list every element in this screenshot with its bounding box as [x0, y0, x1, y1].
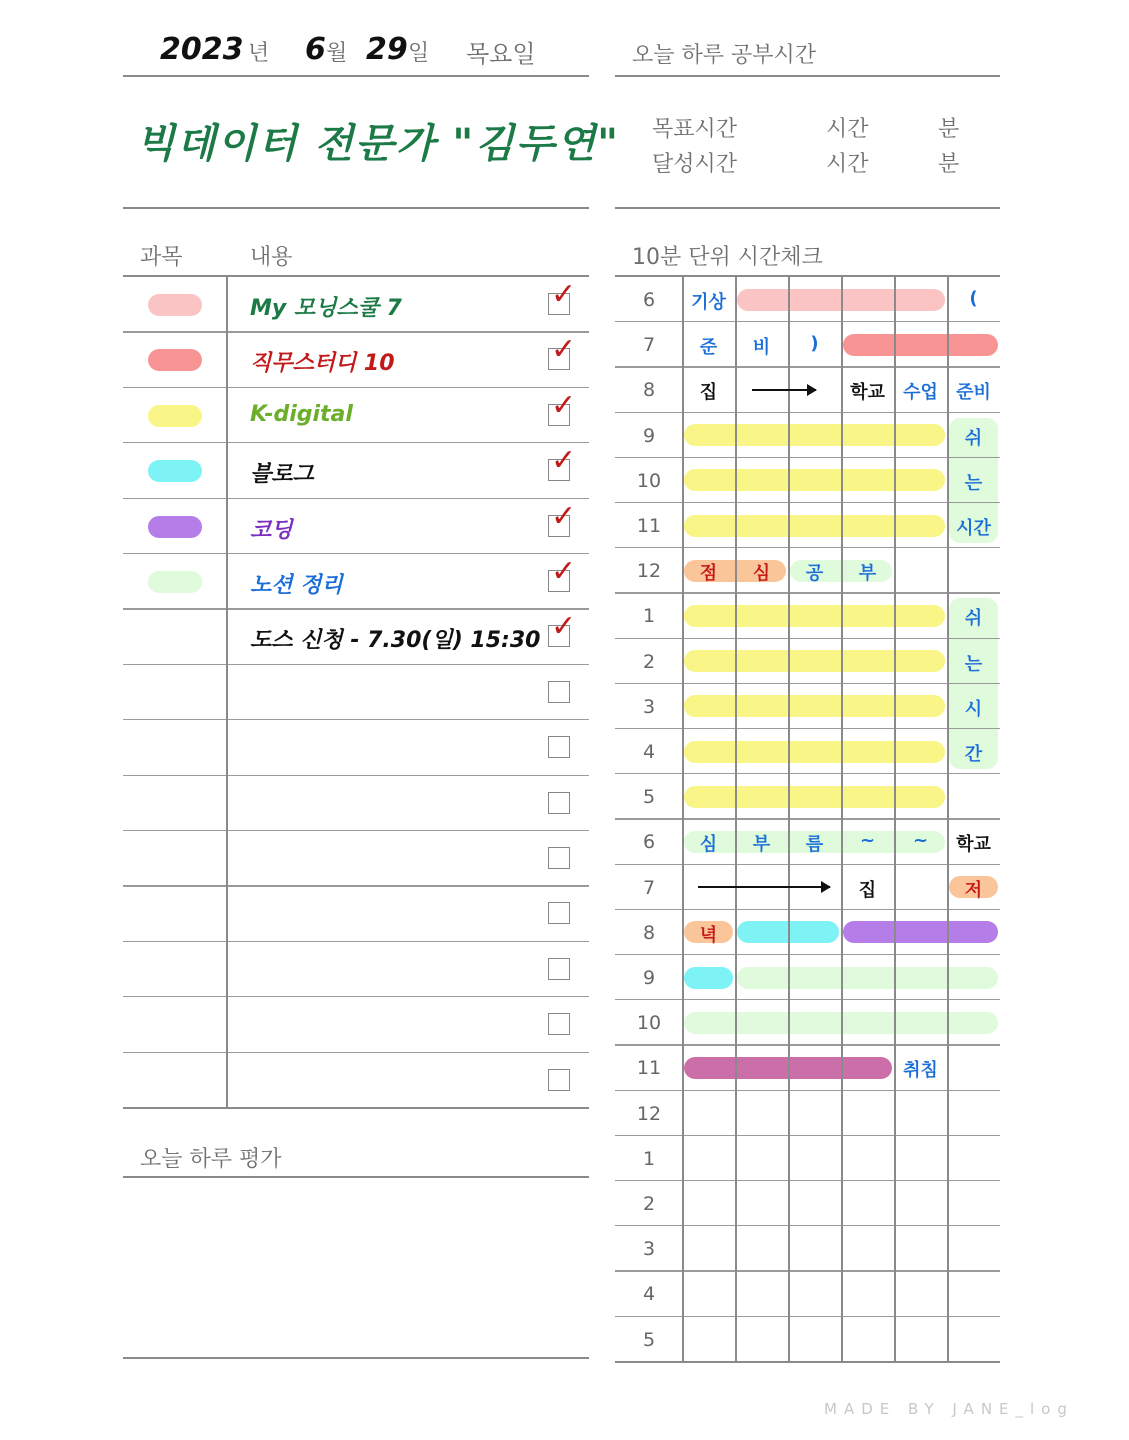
timecheck-annotation: 름 [805, 834, 824, 856]
task-row-divider [123, 996, 589, 997]
title-underline [123, 207, 589, 209]
subject-color-marker [148, 349, 202, 371]
timecheck-annotation: 부 [858, 563, 877, 585]
highlight-bar [684, 424, 945, 446]
timegrid-column-divider [894, 277, 896, 1362]
timegrid-row-divider [615, 1316, 1000, 1317]
timegrid-row-divider [615, 1361, 1000, 1363]
evaluation-area[interactable] [123, 1180, 589, 1356]
goal-time-label: 목표시간 [652, 117, 738, 142]
goal-minutes-unit: 분 [938, 117, 960, 142]
timegrid-row-divider [615, 366, 1000, 367]
content-column-header: 내용 [250, 245, 293, 270]
task-content: 직무스터디 10 [250, 351, 395, 377]
task-content: 노션 정리 [250, 573, 343, 598]
timegrid-row-divider [615, 638, 1000, 639]
task-row-divider [123, 553, 589, 554]
timecheck-annotation: 비 [752, 337, 771, 359]
hour-label: 2 [642, 1193, 656, 1215]
task-row-divider [123, 664, 589, 665]
timecheck-top-rule [615, 275, 1000, 277]
hour-label: 9 [642, 967, 656, 989]
study-time-heading: 오늘 하루 공부시간 [632, 43, 817, 68]
study-time-bottom-rule [615, 207, 1000, 209]
timegrid-row-divider [615, 999, 1000, 1000]
timegrid-row-divider [615, 773, 1000, 774]
timegrid-row-divider [615, 954, 1000, 955]
task-checkbox[interactable] [548, 902, 570, 924]
watermark: MADE BY JANE_log [824, 1400, 1074, 1418]
evaluation-heading: 오늘 하루 평가 [140, 1147, 282, 1172]
timegrid-row-divider [615, 547, 1000, 548]
timegrid-row-divider [615, 321, 1000, 322]
timecheck-annotation: 준비 [956, 382, 991, 404]
subject-color-marker [148, 571, 202, 593]
timecheck-annotation: ) [810, 333, 819, 355]
timecheck-annotation: ( [969, 288, 978, 309]
timegrid-row-divider [615, 728, 1000, 729]
subject-color-marker [148, 405, 202, 427]
hour-label: 12 [636, 1102, 662, 1125]
hour-label: 3 [642, 695, 656, 718]
task-row-divider [123, 941, 589, 942]
timecheck-annotation: 학교 [956, 834, 991, 856]
task-row-divider [123, 498, 589, 499]
task-row-divider [123, 1107, 589, 1109]
date-day: 29 [366, 32, 408, 67]
date-day-unit: 일 [408, 41, 430, 66]
task-checkbox[interactable] [548, 443, 577, 481]
date-year: 2023 [160, 32, 244, 67]
task-checkbox[interactable] [548, 332, 577, 370]
timegrid-row-divider [615, 592, 1000, 593]
timecheck-annotation: 점 [699, 563, 718, 585]
task-checkbox[interactable] [548, 958, 570, 980]
task-row-divider [123, 885, 589, 886]
done-hours-unit: 시간 [826, 152, 869, 177]
date-month-unit: 월 [326, 41, 348, 66]
highlight-bar [684, 515, 945, 537]
task-checkbox[interactable] [548, 1013, 570, 1035]
task-content: K-digital [250, 401, 353, 427]
hour-label: 4 [642, 1283, 656, 1306]
timegrid-row-divider [615, 683, 1000, 684]
highlight-bar [843, 921, 998, 943]
hour-label: 7 [642, 334, 656, 357]
task-checkbox[interactable] [548, 847, 570, 869]
hour-label: 8 [642, 379, 656, 402]
timegrid-row-divider [615, 1180, 1000, 1181]
highlight-bar [684, 469, 945, 491]
task-content: 코딩 [250, 517, 293, 543]
timegrid-row-divider [615, 1135, 1000, 1136]
highlight-bar [684, 605, 945, 627]
subject-column-header: 과목 [140, 245, 183, 270]
timecheck-annotation: 쉬 [964, 427, 983, 449]
highlight-bar [684, 967, 733, 989]
evaluation-top-rule [123, 1176, 589, 1178]
hour-label: 12 [636, 560, 662, 583]
hour-label: 5 [642, 1328, 656, 1351]
highlight-bar [684, 650, 945, 672]
timegrid-column-divider [682, 277, 684, 1362]
timegrid-row-divider [615, 502, 1000, 503]
hour-label: 6 [642, 831, 656, 854]
task-row-divider [123, 830, 589, 831]
timecheck-annotation: 쉬 [964, 608, 983, 630]
timecheck-annotation: 시간 [956, 518, 991, 539]
timecheck-annotation: 집 [699, 382, 718, 404]
study-time-underline [615, 75, 1000, 77]
hour-label: 7 [642, 876, 656, 899]
task-row-divider [123, 1052, 589, 1053]
hour-label: 2 [642, 650, 656, 673]
check-mark-icon: ✓ [551, 332, 577, 368]
check-mark-icon: ✓ [551, 609, 577, 645]
check-mark-icon: ✓ [551, 443, 577, 479]
timecheck-annotation: 수업 [903, 382, 938, 404]
arrow-head-icon [807, 384, 817, 396]
check-mark-icon: ✓ [551, 387, 577, 423]
timecheck-annotation: 는 [964, 472, 983, 494]
timecheck-annotation: 집 [858, 879, 877, 901]
task-checkbox[interactable] [548, 498, 577, 537]
date-year-unit: 년 [248, 41, 270, 66]
task-row-divider [123, 719, 589, 720]
timegrid-column-divider [735, 277, 737, 1362]
check-mark-icon: ✓ [551, 498, 577, 534]
timegrid-column-divider [841, 277, 843, 1362]
timecheck-annotation: 녁 [699, 924, 718, 946]
hour-label: 10 [636, 469, 662, 492]
timegrid-row-divider [615, 1090, 1000, 1091]
task-checkbox[interactable] [548, 681, 570, 703]
task-row-divider [123, 387, 589, 388]
timecheck-annotation: 부 [752, 834, 771, 856]
hour-label: 9 [642, 424, 656, 447]
hour-label: 11 [636, 1057, 662, 1080]
timecheck-annotation: 심 [752, 563, 771, 585]
done-time-label: 달성시간 [652, 152, 738, 177]
timecheck-annotation: 준 [699, 337, 718, 359]
timecheck-annotation: 심 [699, 834, 718, 856]
task-row-divider [123, 331, 589, 332]
hour-label: 1 [642, 1147, 656, 1170]
date-weekday: 목요일 [466, 40, 536, 68]
task-checkbox[interactable] [548, 792, 570, 814]
task-checkbox[interactable] [548, 277, 577, 315]
highlight-bar [684, 786, 945, 808]
hour-label: 11 [636, 515, 662, 537]
timecheck-annotation: 간 [964, 744, 983, 765]
task-content: My 모닝스쿨 7 [250, 296, 402, 321]
arrow-icon [698, 886, 830, 888]
timecheck-annotation: ~ [859, 830, 876, 852]
done-minutes-unit: 분 [938, 152, 960, 177]
timecheck-annotation: 공 [805, 563, 824, 585]
hour-label: 6 [642, 289, 656, 311]
date-header [160, 30, 590, 70]
timegrid-row-divider [615, 909, 1000, 910]
task-checkbox[interactable] [548, 554, 577, 592]
task-column-divider [226, 277, 228, 1108]
timegrid-row-divider [615, 864, 1000, 865]
hour-label: 1 [642, 605, 656, 628]
date-month: 6 [305, 32, 326, 67]
subject-color-marker [148, 294, 202, 316]
timegrid-row-divider [615, 818, 1000, 819]
timegrid-row-divider [615, 1044, 1000, 1045]
subject-color-marker [148, 516, 202, 538]
task-checkbox[interactable] [548, 609, 577, 647]
subject-color-marker [148, 460, 202, 482]
highlight-bar [684, 695, 945, 717]
hour-label: 3 [642, 1238, 656, 1261]
highlight-bar [843, 334, 998, 356]
task-content: 블로그 [250, 462, 314, 488]
highlight-bar [737, 967, 998, 989]
goal-hours-unit: 시간 [826, 117, 869, 142]
date-underline [123, 75, 589, 77]
timecheck-annotation: 학교 [850, 382, 885, 404]
hour-label: 10 [636, 1012, 662, 1035]
check-mark-icon: ✓ [551, 554, 577, 589]
timecheck-annotation: 저 [964, 879, 983, 901]
timegrid-row-divider [615, 457, 1000, 458]
timecheck-heading: 10분 단위 시간체크 [632, 245, 823, 270]
timecheck-annotation: 기상 [691, 292, 726, 313]
hour-label: 5 [642, 786, 656, 809]
task-checkbox[interactable] [548, 1069, 570, 1091]
task-row-divider [123, 442, 589, 443]
check-mark-icon: ✓ [551, 277, 577, 312]
highlight-bar [684, 741, 945, 763]
task-row-divider [123, 775, 589, 776]
page-title: 빅데이터 전문가 "김두연" [136, 121, 620, 167]
task-row-divider [123, 608, 589, 609]
task-checkbox[interactable] [548, 387, 577, 426]
hour-label: 8 [642, 921, 656, 944]
task-checkbox[interactable] [548, 736, 570, 758]
timegrid-column-divider [788, 277, 790, 1362]
task-content: 도스 신청 - 7.30(일) 15:30 [250, 628, 541, 654]
timegrid-row-divider [615, 412, 1000, 413]
timegrid-row-divider [615, 1225, 1000, 1226]
timegrid-row-divider [615, 1270, 1000, 1271]
timecheck-annotation: 시 [964, 698, 983, 720]
arrow-head-icon [821, 881, 831, 893]
timecheck-annotation: ~ [912, 830, 929, 852]
evaluation-bottom-rule [123, 1357, 589, 1359]
hour-label: 4 [642, 741, 656, 763]
timecheck-annotation: 는 [964, 653, 983, 675]
timecheck-annotation: 취침 [903, 1060, 938, 1082]
task-table-top-rule [123, 275, 589, 277]
